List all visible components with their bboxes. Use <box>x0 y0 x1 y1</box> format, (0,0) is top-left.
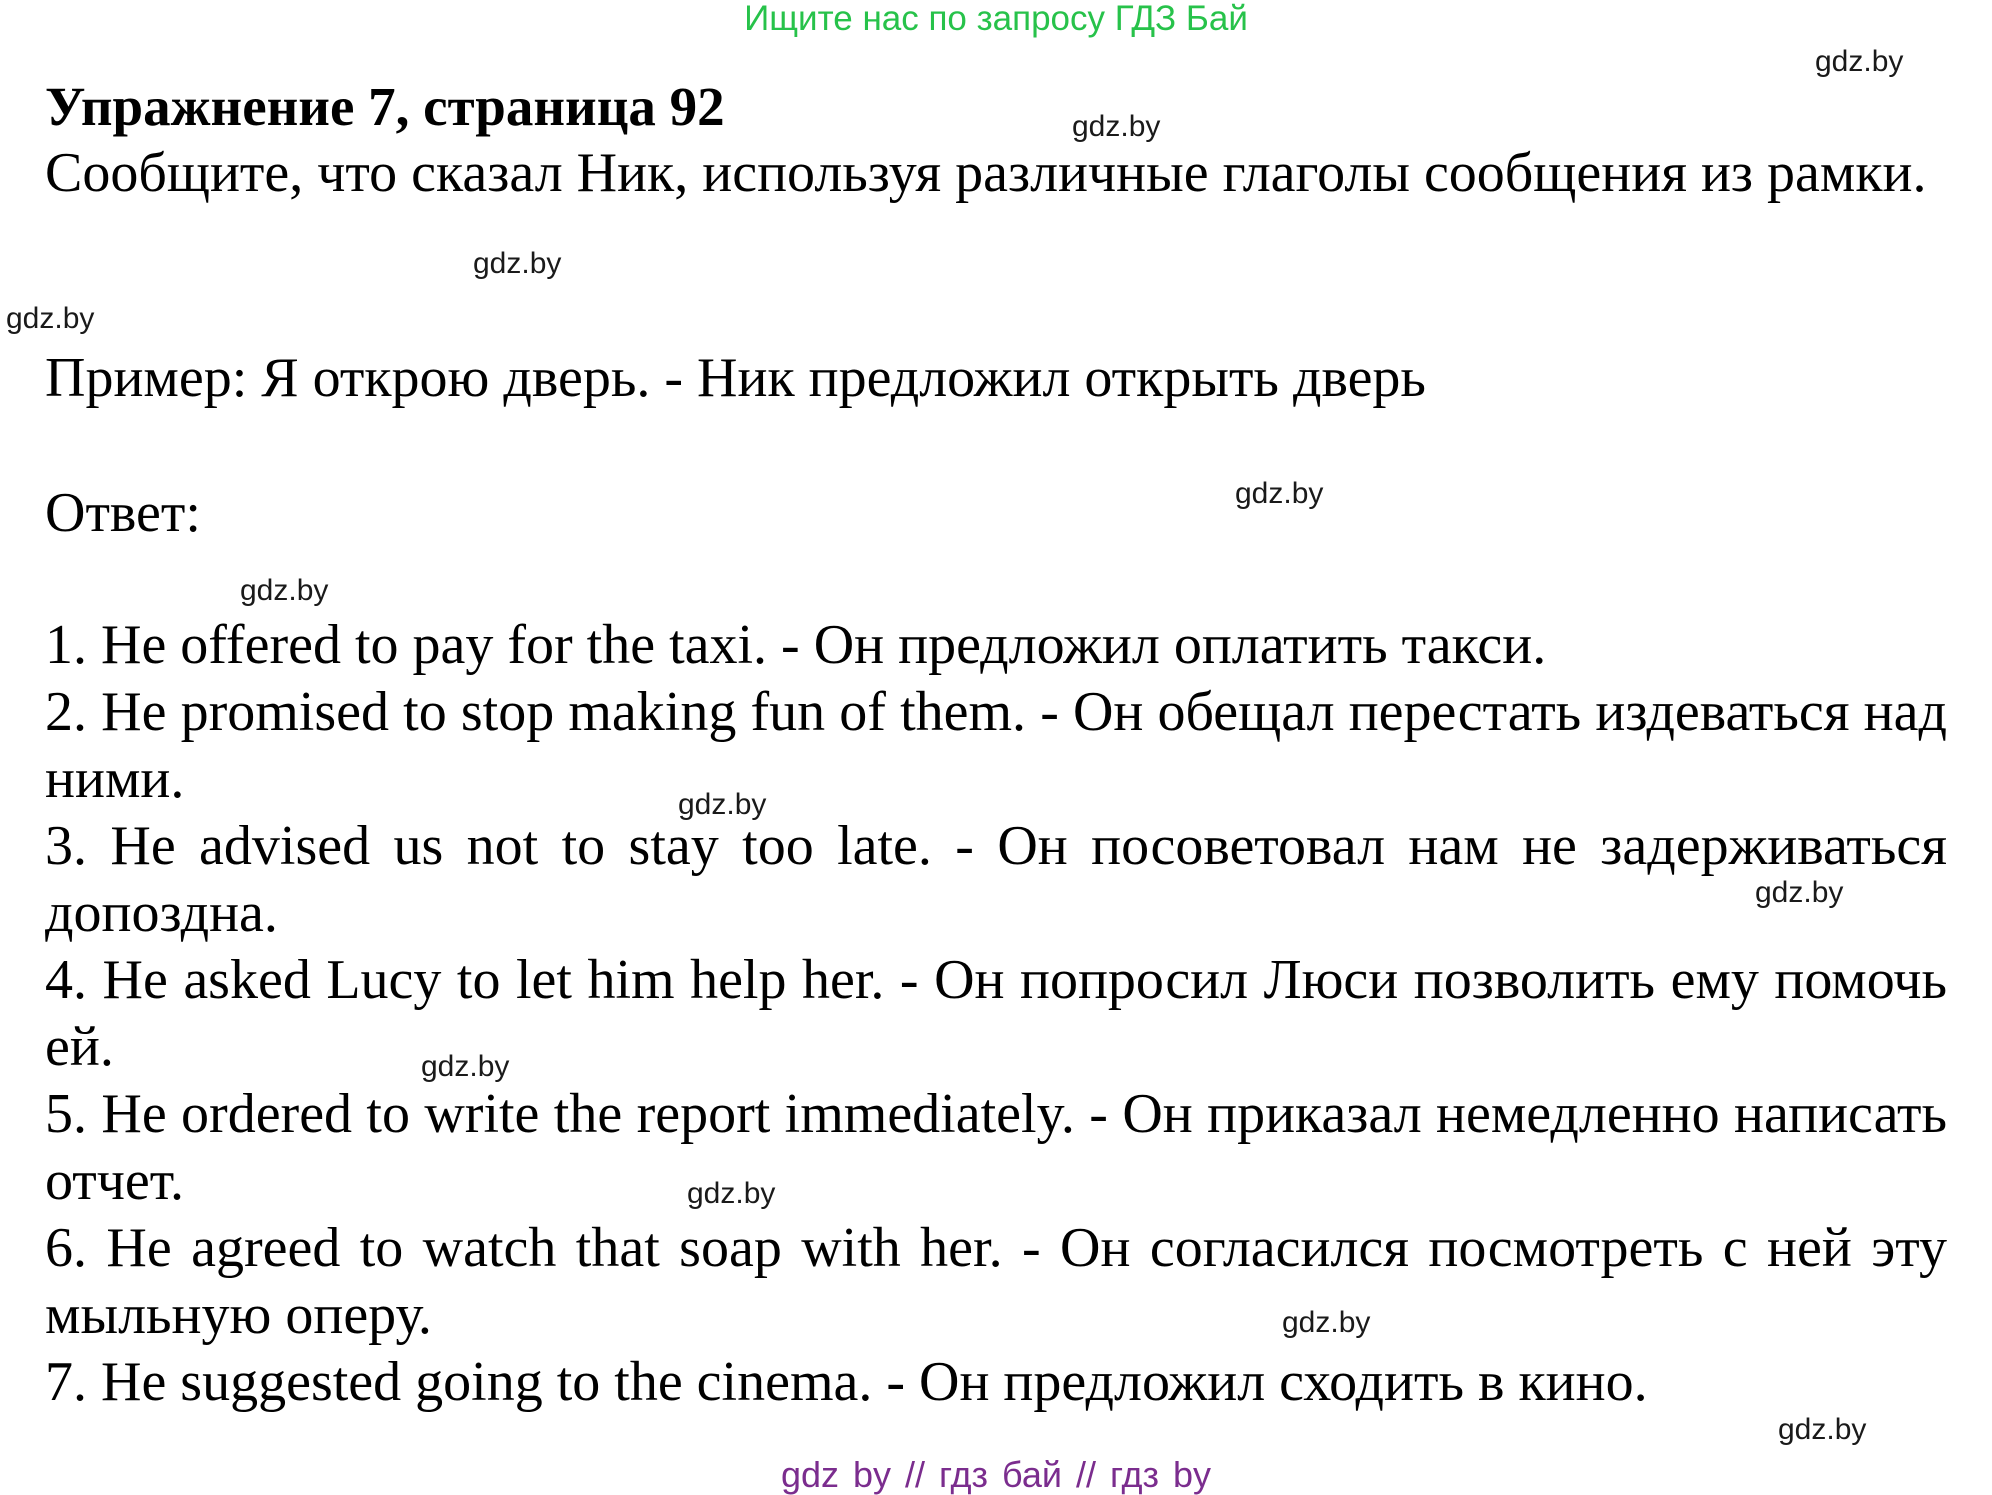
watermark: gdz.by <box>678 788 767 821</box>
answer-label: Ответ: <box>45 482 201 544</box>
watermark: gdz.by <box>1755 876 1844 909</box>
answer-item-6: 6. He agreed to watch that soap with her. - Он согласился посмотреть с ней эту мыльную оперу. <box>45 1217 1947 1346</box>
answer-item-4: 4. He asked Lucy to let him help her. - Он попросил Люси позволить ему помочь ей. <box>45 949 1947 1078</box>
watermark: gdz.by <box>473 247 562 280</box>
example-sentence: Пример: Я открою дверь. - Ник предложил открыть дверь <box>45 347 1426 409</box>
watermark: gdz.by <box>6 302 95 335</box>
watermark: gdz.by <box>1815 45 1904 78</box>
footer-links: gdz by // гдз бай // гдз by <box>780 1454 1212 1495</box>
watermark: gdz.by <box>240 574 329 607</box>
answer-item-5: 5. He ordered to write the report immediately. - Он приказал немедленно написать отчет. <box>45 1083 1947 1212</box>
watermark: gdz.by <box>1235 477 1324 510</box>
watermark: gdz.by <box>1282 1306 1371 1339</box>
answer-item-2: 2. He promised to stop making fun of them. - Он обещал перестать издеваться над ними. <box>45 681 1947 810</box>
watermark: gdz.by <box>1778 1413 1867 1446</box>
answer-list <box>45 612 1947 1416</box>
exercise-title: Упражнение 7, страница 92 <box>45 76 725 137</box>
answer-item-3: 3. He advised us not to stay too late. - Он посоветовал нам не задерживаться допоздна. <box>45 815 1947 944</box>
watermark: gdz.by <box>421 1050 510 1083</box>
search-banner: Ищите нас по запросу ГДЗ Бай <box>744 0 1248 38</box>
exercise-instruction: Сообщите, что сказал Ник, используя различные глаголы сообщения из рамки. <box>45 142 1927 204</box>
answer-item-7: 7. He suggested going to the cinema. - Он предложил сходить в кино. <box>45 1351 1648 1413</box>
watermark: gdz.by <box>687 1177 776 1210</box>
answer-item-1: 1. He offered to pay for the taxi. - Он предложил оплатить такси. <box>45 614 1547 676</box>
watermark: gdz.by <box>1072 110 1161 143</box>
